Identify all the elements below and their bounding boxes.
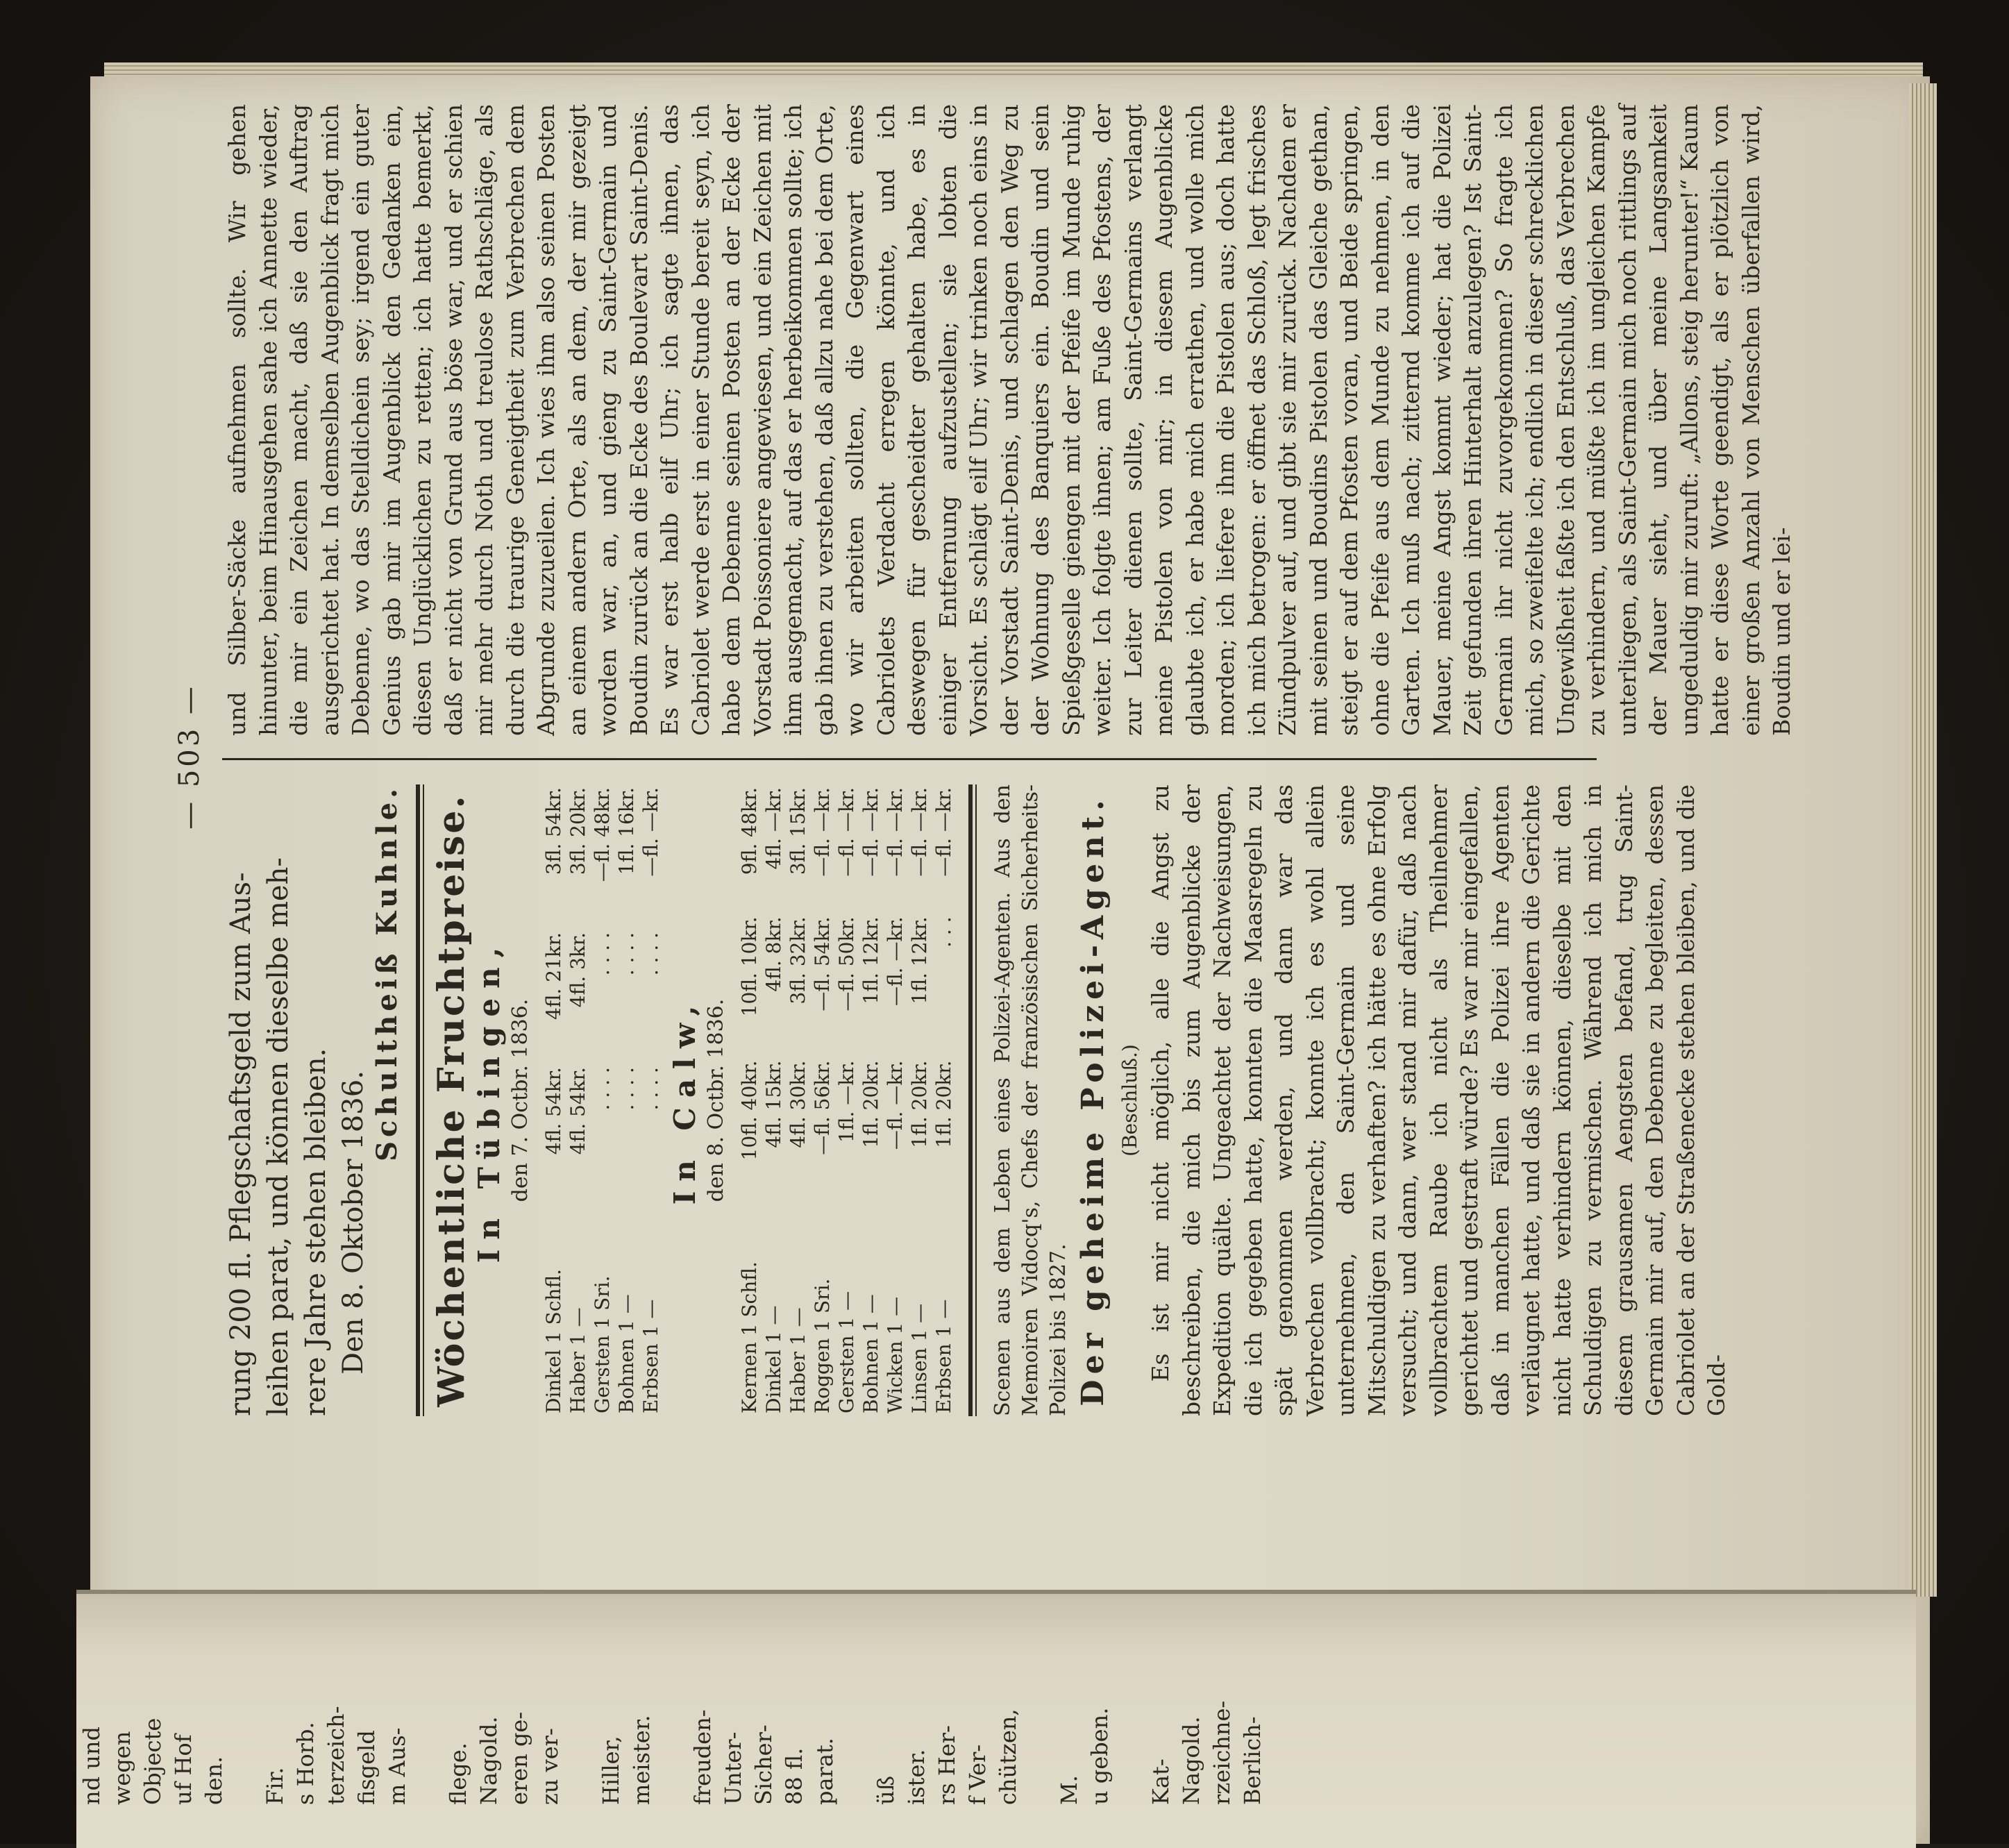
town-tuebingen: In Tübingen, [472, 937, 506, 1263]
fragment-line: Objecte [140, 1717, 166, 1805]
notice-line-2: leihen parat, und können dieselbe meh- [262, 857, 294, 1416]
price-cell: . . . [932, 916, 955, 948]
price-cell: —fl. 54kr. [811, 916, 834, 1011]
left-column [222, 784, 1733, 1416]
price-cell: . . . . [615, 932, 638, 976]
price-cell: 3fl. 15kr. [787, 787, 809, 875]
price-cell: —fl. 56kr. [811, 1060, 834, 1155]
grain-label: Erbsen 1 — [639, 1299, 662, 1413]
fragment-line: Nagold. [1178, 1716, 1204, 1805]
notice-date: Den 8. Oktober 1836. [337, 1070, 369, 1375]
fragment-line: meister. [628, 1715, 655, 1805]
price-cell: —fl. —kr. [811, 787, 834, 877]
page-number: — 503 — [174, 684, 205, 830]
town-calw: In Calw, [668, 996, 702, 1205]
price-row [737, 784, 762, 1416]
fragment-line: M. [1056, 1775, 1082, 1805]
date-calw: den 8. Octbr. 1836. [703, 998, 728, 1202]
grain-label: Roggen 1 Sri. [811, 1278, 834, 1413]
fragment-line: Fir. [262, 1767, 288, 1805]
price-cell: —fl. —kr. [884, 916, 907, 1007]
fragment-line: Nagold. [476, 1716, 502, 1805]
price-row [541, 784, 566, 1416]
fragment-line: Sicher- [750, 1724, 777, 1805]
notice-line-1: rung 200 fl. Pflegschaftsgeld zum Aus- [225, 872, 257, 1416]
divider [968, 784, 977, 1416]
price-row [566, 784, 590, 1416]
fragment-line: terzeich- [323, 1706, 349, 1805]
price-row [883, 784, 907, 1416]
price-cell: 9fl. 48kr. [738, 787, 761, 875]
price-cell: 10fl. 10kr. [738, 916, 761, 1017]
story-title: Der geheime Polizei-Agent. [1075, 794, 1111, 1406]
price-cell: 4fl. 15kr. [762, 1060, 785, 1148]
fragment-line: den. [201, 1756, 227, 1805]
grain-label: Erbsen 1 — [932, 1299, 955, 1413]
price-cell: 1fl. 20kr. [932, 1060, 955, 1148]
fruit-prices-title: Wöchentliche Fruchtpreise. [430, 793, 473, 1407]
grain-label: Kernen 1 Schfl. [738, 1261, 761, 1413]
story-paragraph: Es ist mir nicht möglich, alle die Angst zu beschreiben, die mich bis zum Augenblicke der Expedition quälte. Ungeachtet der Nachweisungen, die ich gegeben hatte, konnten die Maasregeln zu spät genommen werden, und dann war das Verbrechen vollbracht; konnte ich es wohl allein unternehmen, den Saint-Germain und seine Mitschuldigen zu verhaften? ich hätte es ohne Erfolg versucht; und dann, wer stand mir dafür, daß nach vollbrachtem Raube ich nicht als Theilnehmer gerichtet und gestraft würde? Es war mir eingefallen, daß in manchen Fällen die Polizei ihre Agenten verläugnet hatte, und daß sie in andern die Gerichte nicht hatte verhindern können, dieselbe mit den Schuldigen zu vermischen. Während ich mich in diesem grausamen Aengsten befand, trug Saint-Germain mir auf, den Debenne zu begleiten, dessen Cabriolet an der Straßenecke stehen bleiben, und die Gold- [1147, 784, 1730, 1416]
price-cell: . . . . [591, 1067, 614, 1111]
price-row [834, 784, 859, 1416]
price-cell: —fl. —kr. [908, 787, 931, 877]
price-cell: 4fl. 8kr. [762, 916, 785, 992]
fragment-line: fisgeld [353, 1730, 380, 1805]
fragment-line: rzeichne- [1209, 1700, 1235, 1805]
notice-line-3: rere Jahre stehen bleiben. [300, 1048, 332, 1416]
price-cell: 3fl. 32kr. [787, 916, 809, 1005]
left-page-fragment [443, 1597, 565, 1805]
grain-label: Bohnen 1 — [859, 1294, 882, 1413]
fragment-line: zu ver- [537, 1728, 563, 1805]
price-cell: —fl. 48kr. [591, 787, 614, 882]
price-row [614, 784, 639, 1416]
price-row [786, 784, 810, 1416]
fragment-line: m Aus- [384, 1727, 410, 1805]
fragment-line: freuden- [689, 1709, 716, 1805]
price-row [590, 784, 614, 1416]
price-row [810, 784, 834, 1416]
price-row [859, 784, 883, 1416]
price-cell: 10fl. 40kr. [738, 1060, 761, 1161]
price-cell: . . . . [639, 1067, 662, 1111]
price-cell: . . . . [591, 932, 614, 976]
story-source: Scenen aus dem Leben eines Polizei-Agenten. Aus den Memoiren Vidocq's, Chefs der französischen Sicherheits-Polizei bis 1827. [991, 784, 1070, 1416]
right-column [222, 104, 1798, 736]
price-row [639, 784, 663, 1416]
story-continuation: und Silber-Säcke aufnehmen sollte. Wir gehen hinunter, beim Hinausgehen sahe ich Annette wieder, die mir ein Zeichen macht, daß sie den Auftrag ausgerichtet hat. In demselben Augenblick fragt mich Debenne, wo das Stelldichein sey; irgend ein guter Genius gab mir im Augenblick den Gedanken ein, diesen Unglücklichen zu retten; ich hatte bemerkt, daß er nicht von Grund aus böse war, und er schien mir mehr durch Noth und treulose Rathschläge, als durch die traurige Geneigtheit zum Verbrechen dem Abgrunde zuzueilen. Ich wies ihm also seinen Posten an einem andern Orte, als an dem, der mir gezeigt worden war, an, und gieng zu Saint-Germain und Boudin zurück an die Ecke des Boulevart Saint-Denis. Es war erst halb eilf Uhr; ich sagte ihnen, das Cabriolet werde erst in einer Stunde bereit seyn, ich habe dem Debenne seinen Posten an der Ecke der Vorstadt Poissoniere angewiesen, und ein Zeichen mit ihm ausgemacht, auf das er herbeikommen sollte; ich gab ihnen zu verstehen, daß allzu nahe bei dem Orte, wo wir arbeiten sollten, die Gegenwart eines Cabriolets Verdacht erregen könnte, und ich deswegen für gescheidter gehalten habe, es in einiger Entfernung aufzustellen; sie lobten die Vorsicht. Es schlägt eilf Uhr; wir trinken noch eins in der Vorstadt Saint-Denis, und schlagen den Weg zu der Wohnung des Banquiers ein. Boudin und sein Spießgeselle giengen mit der Pfeife im Munde ruhig weiter. Ich folgte ihnen; am Fuße des Pfostens, der zur Leiter dienen sollte, Saint-Germains verlangt meine Pistolen von mir; in diesem Augenblicke glaubte ich, er habe mich errathen, und wolle mich morden; ich liefere ihm die Pistolen aus; doch hatte ich mich betrogen: er öffnet das Schloß, legt frisches Zündpulver auf, und gibt sie mir zurück. Nachdem er mit seinen und Boudins Pistolen das Gleiche gethan, steigt er auf dem Pfosten voran, und Beide springen, ohne die Pfeife aus dem Munde zu nehmen, in den Garten. Ich muß nach; zitternd komme ich auf die Mauer, meine Angst kommt wieder; hat die Polizei Zeit gefunden ihren Hinterhalt anzulegen? Ist Saint-Germain ihr nicht zuvorgekommen? So fragte ich mich, so zweifelte ich; endlich in dieser schrecklichen Ungewißheit faßte ich den Entschluß, das Verbrechen zu verhindern, und müßte ich im ungleichen Kampfe unterliegen, als Saint-Germain mich noch rittlings auf der Mauer sieht, und über meine Langsamkeit ungeduldig mir zuruft: „Allons, steig herunter!“ Kaum hatte er diese Worte geendigt, als er plötzlich von einer großen Anzahl von Menschen überfallen wird, Boudin und er lei- [224, 104, 1795, 736]
price-cell: —fl. —kr. [932, 787, 955, 877]
grain-label: Gersten 1 Sri. [591, 1275, 614, 1413]
price-cell: 3fl. 20kr. [566, 787, 589, 875]
price-cell: —fl. —kr. [884, 787, 907, 877]
left-page-fragment [871, 1597, 1023, 1805]
left-page-fragments [76, 1597, 1298, 1805]
left-page-fragment [596, 1597, 657, 1805]
fragment-line: Kat- [1148, 1758, 1174, 1805]
price-cell: 4fl. 54kr. [542, 1067, 565, 1155]
fragment-line: wegen [109, 1731, 135, 1805]
grain-label: Haber 1 — [787, 1307, 809, 1413]
price-cell: 1fl. —kr. [835, 1060, 858, 1143]
price-row [762, 784, 786, 1416]
notice-signature: Schultheiß Kuhnle. [371, 784, 403, 1161]
prices-table-tuebingen [541, 784, 663, 1416]
price-cell: —fl. —kr. [859, 787, 882, 877]
price-cell: —fl. —kr. [835, 787, 858, 877]
story-subtitle: (Beschluß.) [1118, 1044, 1141, 1157]
fragment-line: u geben. [1086, 1707, 1113, 1805]
grain-label: Gersten 1 — [835, 1291, 858, 1413]
grain-label: Haber 1 — [566, 1307, 589, 1413]
divider [416, 784, 424, 1416]
price-cell: 1fl. 20kr. [908, 1060, 931, 1148]
price-cell: 3fl. 54kr. [542, 787, 565, 875]
price-cell: —fl. —kr. [884, 1060, 907, 1150]
fragment-line: uf Hof [170, 1734, 196, 1805]
fragment-line: 88 fl. [781, 1747, 807, 1805]
page-content [174, 97, 1958, 1416]
price-row [932, 784, 956, 1416]
price-cell: . . . . [639, 932, 662, 976]
fragment-line: Unter- [720, 1731, 746, 1805]
left-page-fragment [1145, 1597, 1268, 1805]
price-cell: 4fl. 21kr. [542, 932, 565, 1020]
price-cell: —fl. —kr. [639, 787, 662, 877]
grain-label: Dinkel 1 Schfl. [542, 1268, 565, 1413]
fragment-line: s Horb. [292, 1722, 319, 1805]
price-cell: 1fl. 20kr. [859, 1060, 882, 1148]
fragment-line: rs Her- [934, 1725, 960, 1805]
price-cell: 4fl. 54kr. [566, 1067, 589, 1155]
left-page-fragment [1054, 1597, 1115, 1805]
left-page-fragment [687, 1597, 840, 1805]
price-cell: —fl. 50kr. [835, 916, 858, 1011]
fragment-line: chützen, [995, 1708, 1021, 1805]
fragment-line: eren ge- [506, 1711, 532, 1805]
fragment-line: flege. [445, 1742, 471, 1805]
grain-label: Wicken 1 — [884, 1296, 907, 1413]
fragment-line: nd und [78, 1727, 105, 1805]
fragment-line: ister. [903, 1749, 930, 1805]
grain-label: Linsen 1 — [908, 1303, 931, 1413]
left-page-fragment [260, 1597, 412, 1805]
fragment-line: parat. [812, 1738, 838, 1805]
prices-table-calw [737, 784, 956, 1416]
price-cell: 4fl. 30kr. [787, 1060, 809, 1148]
price-cell: 1fl. 16kr. [615, 787, 638, 875]
price-cell: 1fl. 12kr. [908, 916, 931, 1005]
price-cell: . . . . [615, 1067, 638, 1111]
grain-label: Dinkel 1 — [762, 1305, 785, 1413]
fragment-line: Berlich- [1239, 1716, 1266, 1805]
grain-label: Bohnen 1 — [615, 1294, 638, 1413]
price-cell: 4fl. 3kr. [566, 932, 589, 1008]
fragment-line: Hiller, [598, 1736, 624, 1805]
price-cell: 4fl. —kr. [762, 787, 785, 870]
left-page-fragment [76, 1597, 229, 1805]
fragment-line: f Ver- [964, 1744, 991, 1805]
column-rule [222, 758, 1597, 760]
price-cell: 1fl. 12kr. [859, 916, 882, 1005]
fragment-line: üß [873, 1776, 899, 1805]
date-tuebingen: den 7. Octbr. 1836. [507, 998, 532, 1202]
price-row [907, 784, 932, 1416]
